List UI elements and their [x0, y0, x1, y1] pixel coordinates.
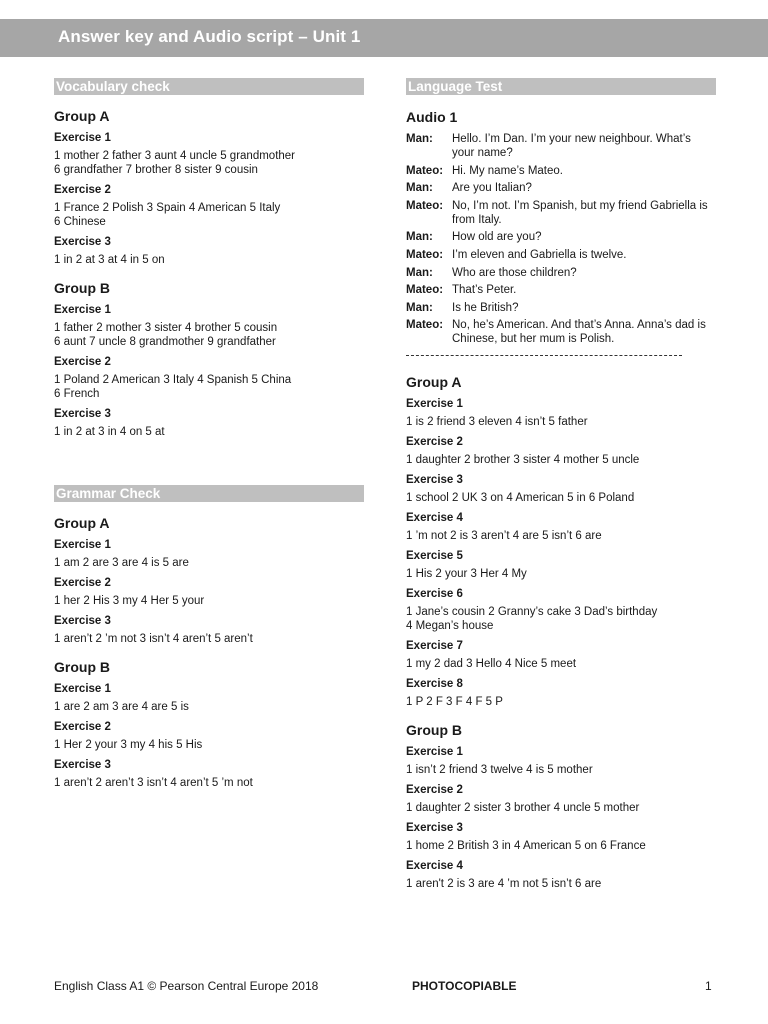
grammar-b-ex1 — [54, 682, 364, 714]
speech: Who are those children? — [452, 266, 577, 279]
exercise-title: Exercise 8 — [406, 678, 463, 691]
lang-a-ex1 — [406, 397, 716, 429]
exercise-answers: 1 daughter 2 sister 3 brother 4 uncle 5 mother — [406, 802, 640, 815]
exercise-answers: 1 ’m not 2 is 3 aren’t 4 are 5 isn’t 6 are — [406, 530, 602, 543]
page-number: 1 — [705, 979, 712, 993]
grammar-section-title: Grammar Check — [54, 485, 364, 502]
exercise-answers: 1 is 2 friend 3 eleven 4 isn’t 5 father — [406, 416, 588, 429]
exercise-title: Exercise 4 — [406, 860, 463, 873]
language-section-title: Language Test — [406, 78, 716, 95]
vocabulary-section-title: Vocabulary check — [54, 78, 364, 95]
lang-b-ex1 — [406, 745, 716, 777]
vocab-a-ex2 — [54, 183, 364, 229]
speaker: Man: — [406, 231, 433, 244]
grammar-b-ex3 — [54, 758, 364, 790]
exercise-answers: 1 France 2 Polish 3 Spain 4 American 5 Italy 6 Chinese — [54, 202, 281, 228]
exercise-title: Exercise 2 — [54, 577, 111, 589]
lang-b-ex2 — [406, 783, 716, 815]
vocab-b-ex1 — [54, 303, 364, 349]
exercise-answers: 1 father 2 mother 3 sister 4 brother 5 cousin 6 aunt 7 uncle 8 grandmother 9 grandfather — [54, 322, 278, 348]
script-line — [406, 266, 716, 280]
exercise-answers: 1 aren’t 2 aren’t 3 isn’t 4 aren’t 5 ’m not — [54, 777, 253, 789]
speaker: Mateo: — [406, 164, 444, 177]
grammar-a-ex1 — [54, 538, 364, 570]
grammar-b-ex2 — [54, 720, 364, 752]
exercise-answers: 1 isn’t 2 friend 3 twelve 4 is 5 mother — [406, 764, 593, 777]
script-line — [406, 283, 716, 297]
lang-a-ex6 — [406, 587, 716, 633]
exercise-answers: 1 am 2 are 3 are 4 is 5 are — [54, 557, 189, 569]
lang-a-ex3 — [406, 473, 716, 505]
speaker: Mateo: — [406, 199, 444, 212]
exercise-answers: 1 in 2 at 3 at 4 in 5 on — [54, 254, 165, 266]
header-bar — [0, 19, 768, 57]
exercise-answers: 1 my 2 dad 3 Hello 4 Nice 5 meet — [406, 658, 577, 671]
left-column — [54, 78, 364, 790]
exercise-answers: 1 in 2 at 3 in 4 on 5 at — [54, 426, 165, 438]
exercise-answers: 1 Jane’s cousin 2 Granny’s cake 3 Dad’s birthday 4 Megan’s house — [406, 606, 658, 633]
script-line — [406, 164, 716, 178]
exercise-answers: 1 P 2 F 3 F 4 F 5 P — [406, 696, 503, 709]
exercise-answers: 1 His 2 your 3 Her 4 My — [406, 568, 527, 581]
script-line — [406, 318, 716, 346]
lang-b-ex3 — [406, 821, 716, 853]
exercise-title: Exercise 1 — [54, 132, 111, 144]
speech: No, he’s American. And that’s Anna. Anna’s dad is Chinese, but her mum is Polish. — [452, 319, 706, 346]
lang-a-ex7 — [406, 639, 716, 671]
page-title: Answer key and Audio script – Unit 1 — [58, 27, 361, 46]
vocab-group-a-title: Group A — [54, 108, 110, 124]
grammar-a-ex3 — [54, 614, 364, 646]
speech: Hello. I’m Dan. I’m your new neighbour. What’s your name? — [452, 133, 691, 159]
speaker: Man: — [406, 301, 433, 314]
script-line — [406, 301, 716, 315]
speech: Hi. My name’s Mateo. — [452, 164, 563, 177]
footer-photocopiable: PHOTOCOPIABLE — [412, 979, 517, 993]
exercise-answers: 1 aren’t 2 ’m not 3 isn’t 4 aren’t 5 aren’t — [54, 633, 253, 645]
lang-a-ex4 — [406, 511, 716, 543]
footer-copyright: English Class A1 © Pearson Central Europe 2018 — [54, 979, 319, 993]
exercise-answers: 1 Her 2 your 3 my 4 his 5 His — [54, 739, 203, 751]
script-line — [406, 199, 716, 227]
audio-title: Audio 1 — [406, 109, 458, 125]
lang-b-ex4 — [406, 859, 716, 891]
speech: I’m eleven and Gabriella is twelve. — [452, 248, 627, 261]
script-line — [406, 230, 716, 244]
script-line — [406, 181, 716, 195]
speech: Is he British? — [452, 301, 519, 314]
exercise-title: Exercise 2 — [54, 356, 111, 368]
exercise-title: Exercise 5 — [406, 550, 463, 563]
speaker: Mateo: — [406, 319, 444, 332]
exercise-answers: 1 daughter 2 brother 3 sister 4 mother 5 uncle — [406, 454, 640, 467]
grammar-group-a-title: Group A — [54, 515, 110, 531]
speech: That’s Peter. — [452, 284, 517, 297]
speaker: Mateo: — [406, 248, 444, 261]
exercise-title: Exercise 3 — [54, 236, 111, 248]
vocab-a-ex1 — [54, 131, 364, 177]
script-line — [406, 132, 716, 160]
speaker: Man: — [406, 182, 433, 195]
language-group-b-title: Group B — [406, 722, 462, 739]
speech: No, I’m not. I’m Spanish, but my friend Gabriella is from Italy. — [452, 199, 708, 226]
exercise-title: Exercise 1 — [54, 539, 111, 551]
vocab-b-ex2 — [54, 355, 364, 401]
exercise-answers: 1 are 2 am 3 are 4 are 5 is — [54, 701, 189, 713]
exercise-title: Exercise 2 — [406, 784, 463, 797]
lang-a-ex2 — [406, 435, 716, 467]
exercise-title: Exercise 6 — [406, 588, 463, 601]
exercise-title: Exercise 3 — [54, 615, 111, 627]
exercise-title: Exercise 3 — [54, 759, 111, 771]
exercise-answers: 1 school 2 UK 3 on 4 American 5 in 6 Poland — [406, 492, 635, 505]
speaker: Mateo: — [406, 284, 444, 297]
grammar-group-b-title: Group B — [54, 659, 110, 675]
exercise-title: Exercise 3 — [406, 474, 463, 487]
dashed-divider — [406, 355, 682, 356]
script-line — [406, 248, 716, 262]
exercise-title: Exercise 1 — [406, 746, 463, 759]
exercise-answers: 1 mother 2 father 3 aunt 4 uncle 5 grandmother 6 grandfather 7 brother 8 sister 9 cousin — [54, 150, 296, 176]
right-column — [406, 78, 716, 891]
exercise-title: Exercise 2 — [54, 184, 111, 196]
exercise-title: Exercise 3 — [54, 408, 111, 420]
exercise-title: Exercise 1 — [54, 304, 111, 316]
exercise-title: Exercise 2 — [406, 436, 463, 449]
vocab-group-b-title: Group B — [54, 280, 110, 296]
lang-a-ex5 — [406, 549, 716, 581]
exercise-title: Exercise 3 — [406, 822, 463, 835]
exercise-title: Exercise 2 — [54, 721, 111, 733]
exercise-title: Exercise 1 — [406, 398, 463, 411]
lang-a-ex8 — [406, 677, 716, 709]
grammar-a-ex2 — [54, 576, 364, 608]
audio-script — [406, 132, 716, 346]
exercise-answers: 1 Poland 2 American 3 Italy 4 Spanish 5 China 6 French — [54, 374, 292, 400]
vocab-a-ex3 — [54, 235, 364, 267]
exercise-answers: 1 aren't 2 is 3 are 4 ’m not 5 isn’t 6 are — [406, 878, 602, 891]
language-group-a-title: Group A — [406, 374, 462, 391]
exercise-answers: 1 her 2 His 3 my 4 Her 5 your — [54, 595, 205, 607]
speaker: Man: — [406, 133, 433, 145]
speech: How old are you? — [452, 231, 542, 244]
speaker: Man: — [406, 266, 433, 279]
vocab-b-ex3 — [54, 407, 364, 439]
exercise-title: Exercise 4 — [406, 512, 463, 525]
speech: Are you Italian? — [452, 182, 532, 195]
exercise-title: Exercise 7 — [406, 640, 463, 653]
exercise-answers: 1 home 2 British 3 in 4 American 5 on 6 France — [406, 840, 646, 853]
exercise-title: Exercise 1 — [54, 683, 111, 695]
